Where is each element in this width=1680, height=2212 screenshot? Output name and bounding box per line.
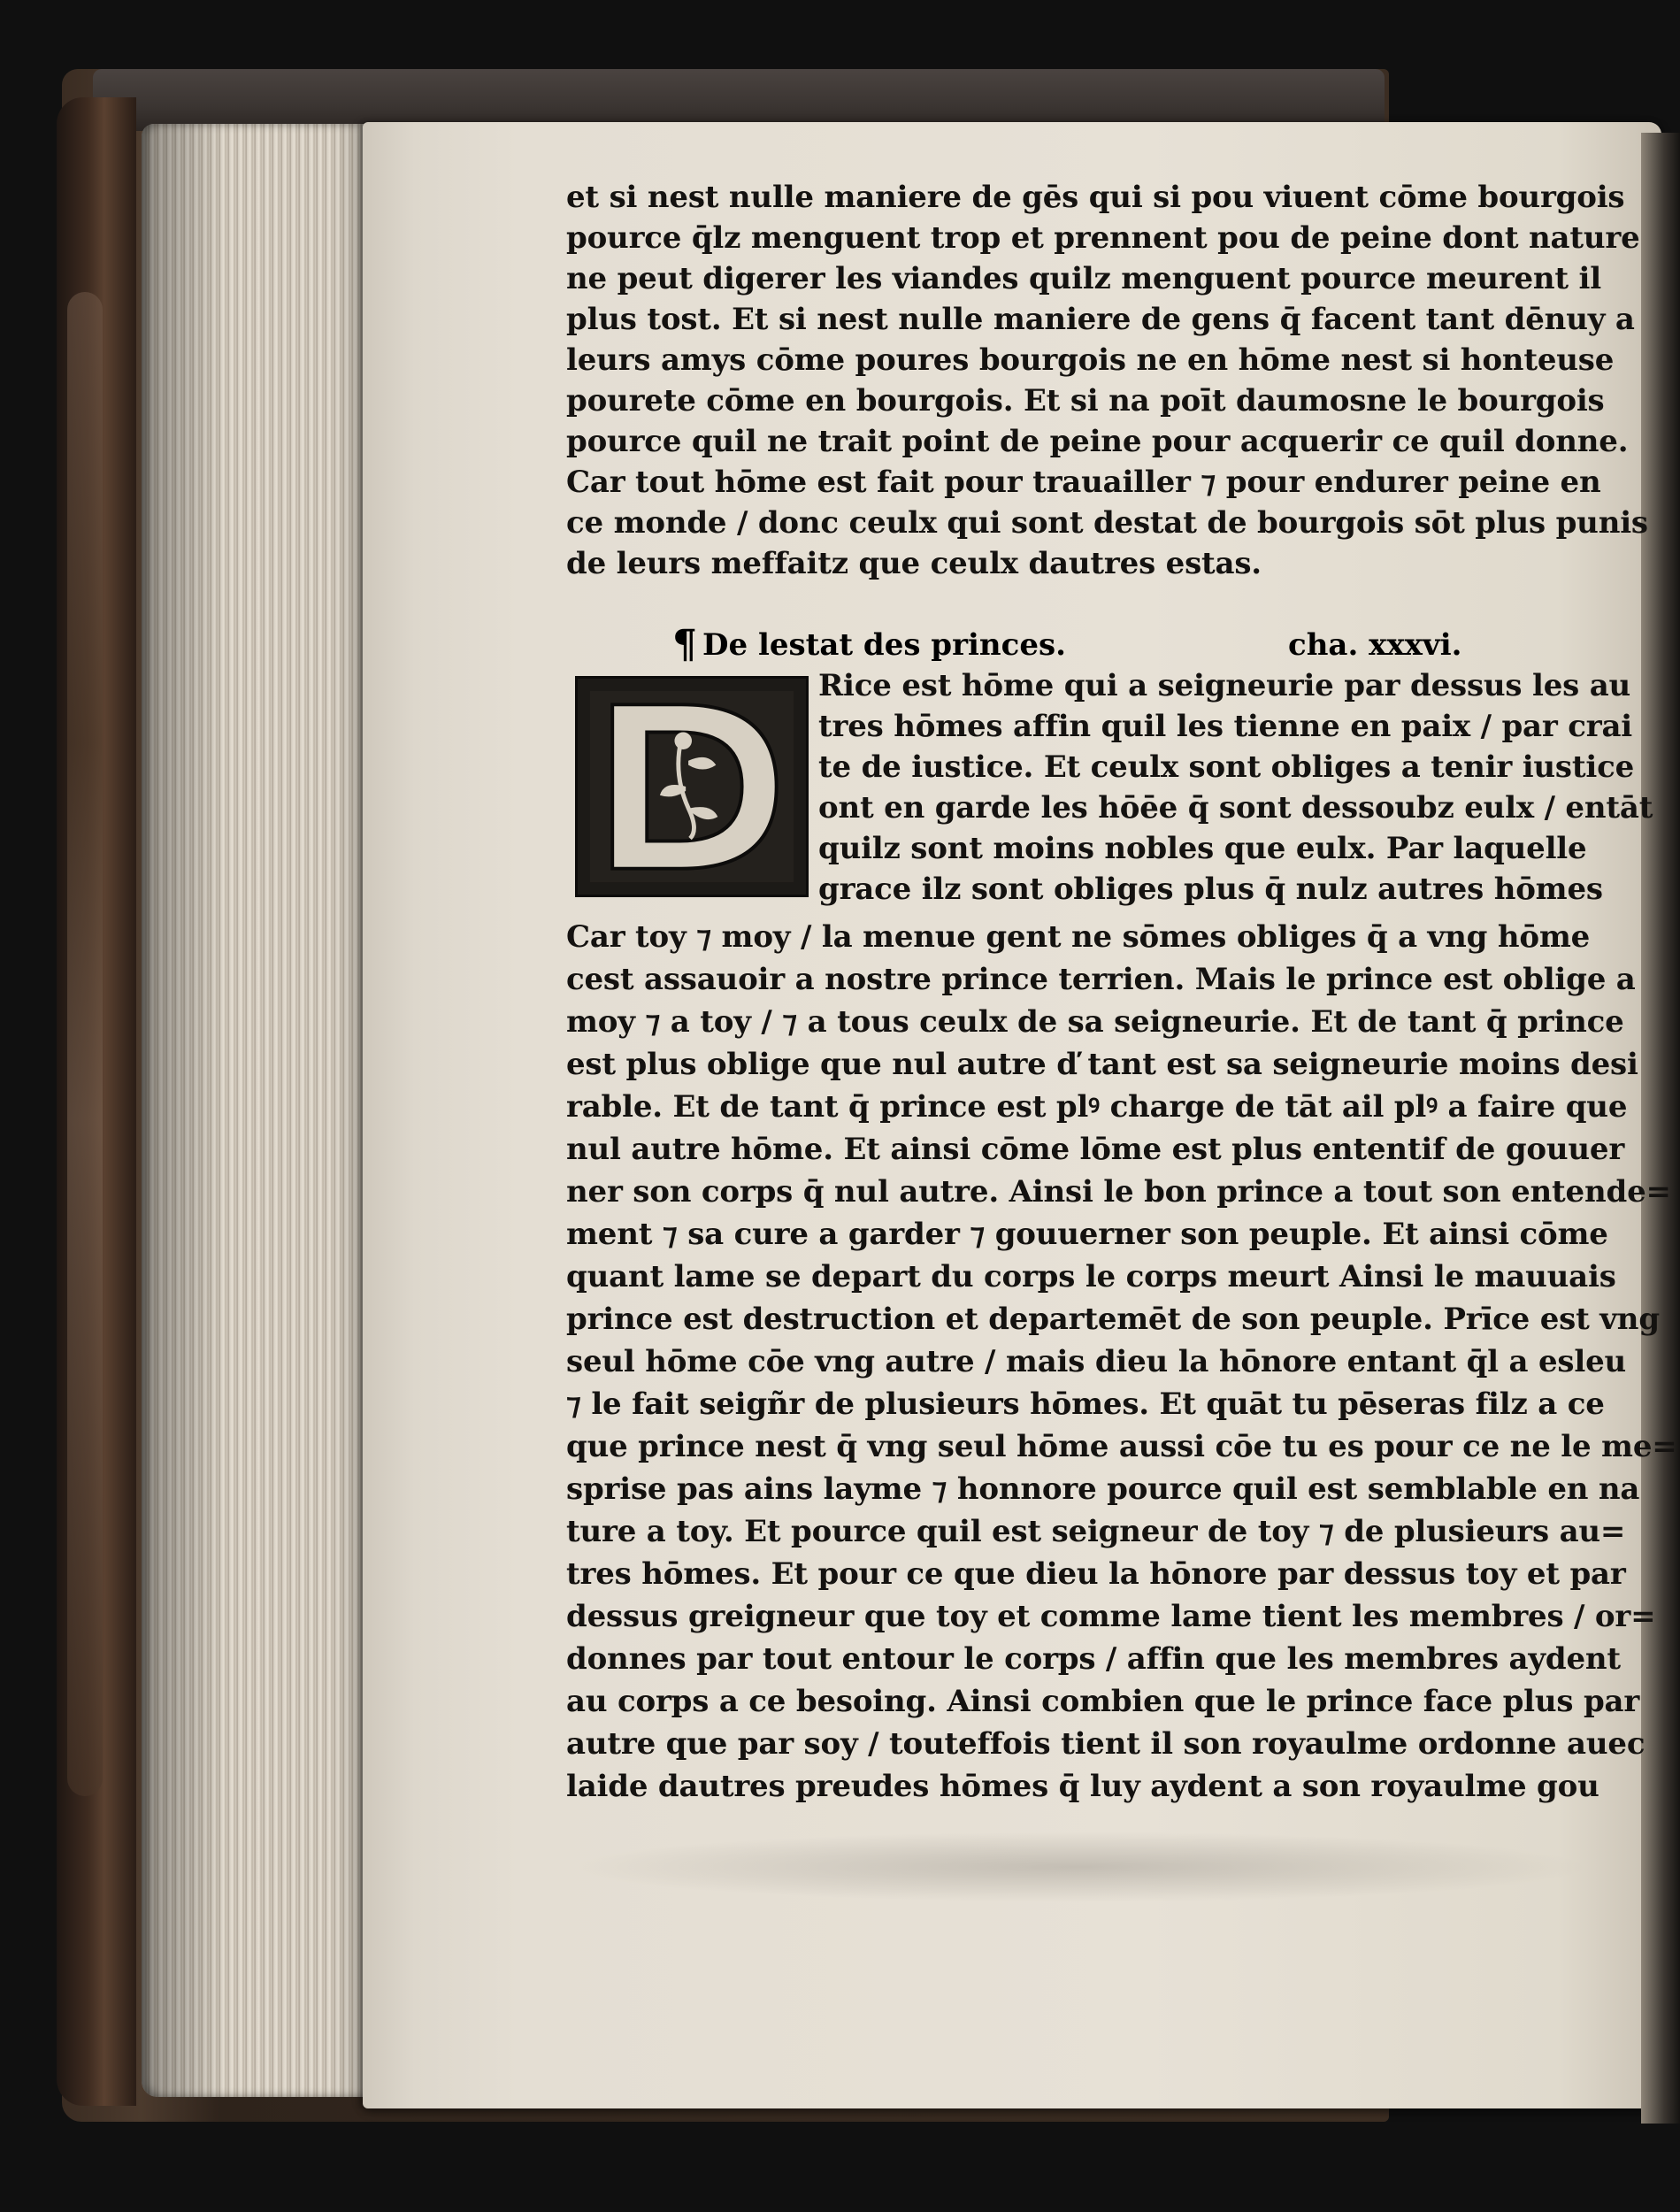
text-line: quilz sont moins nobles que eulx. Par laquelle (818, 831, 1587, 866)
text-line: de leurs meffaitz que ceulx dautres estas. (566, 546, 1262, 581)
text-line: Car toy ⁊ moy / la menue gent ne sōmes obliges q̄ a vng hōme (566, 919, 1591, 955)
page-edges-shadow (142, 124, 380, 2097)
text-line: leurs amys cōme poures bourgois ne en hōme nest si honteuse (566, 342, 1615, 378)
decorated-initial (575, 676, 809, 897)
text-line: tres hōmes affin quil les tienne en paix / par crai (818, 709, 1633, 744)
text-line: ne peut digerer les viandes quilz menguent pource meurent il (566, 261, 1601, 296)
text-line: ont en garde les hōēe q̄ sont dessoubz eulx / entāt (818, 790, 1653, 826)
text-line: laide dautres preudes hōmes q̄ luy aydent a son royaulme gou (566, 1769, 1599, 1804)
text-line: te de iustice. Et ceulx sont obliges a tenir iustice (818, 749, 1635, 785)
text-line: pourete cōme en bourgois. Et si na poīt daumosne le bourgois (566, 383, 1605, 419)
initial-letter-graphic (578, 679, 806, 895)
text-line: est plus oblige que nul autre ď tant est sa seigneurie moins desi (566, 1047, 1638, 1082)
text-line: rable. Et de tant q̄ prince est plꝰ charge de tāt ail plꝰ a faire que (566, 1089, 1628, 1125)
initial-letter (578, 679, 579, 680)
text-line: moy ⁊ a toy / ⁊ a tous ceulx de sa seigneurie. Et de tant q̄ prince (566, 1004, 1624, 1040)
chapter-title-text: De lestat des princes. (702, 627, 1066, 663)
text-line: pource quil ne trait point de peine pour acquerir ce quil donne. (566, 424, 1629, 459)
page-gutter (1641, 133, 1680, 2124)
text-line: nul autre hōme. Et ainsi cōme lōme est plus ententif de gouuer (566, 1132, 1625, 1167)
text-line: pource q̄lz menguent trop et prennent pou de peine dont nature (566, 220, 1640, 256)
text-line: cest assauoir a nostre prince terrien. Mais le prince est oblige a (566, 962, 1636, 997)
chapter-number: cha. xxxvi. (1288, 627, 1462, 663)
text-line: ce monde / donc ceulx qui sont destat de bourgois sōt plus punis (566, 505, 1648, 541)
text-line: au corps a ce besoing. Ainsi combien que le prince face plus par (566, 1684, 1640, 1719)
text-line: que prince nest q̄ vng seul hōme aussi cōe tu es pour ce ne le me= (566, 1429, 1677, 1464)
text-line: Car tout hōme est fait pour trauailler ⁊ pour endurer peine en (566, 465, 1601, 500)
text-line: et si nest nulle maniere de gēs qui si pou viuent cōme bourgois (566, 180, 1625, 215)
text-line: prince est destruction et departemēt de son peuple. Prīce est vng (566, 1302, 1660, 1337)
text-line: grace ilz sont obliges plus q̄ nulz autres hōmes (818, 872, 1603, 907)
text-line: autre que par soy / touteffois tient il son royaulme ordonne auec (566, 1726, 1645, 1762)
text-line: dessus greigneur que toy et comme lame tient les membres / or= (566, 1599, 1656, 1634)
text-line: Rice est hōme qui a seigneurie par dessus les au (818, 668, 1631, 703)
text-line: seul hōme cōe vng autre / mais dieu la hōnore entant q̄l a esleu (566, 1344, 1627, 1379)
text-line: ment ⁊ sa cure a garder ⁊ gouuerner son peuple. Et ainsi cōme (566, 1217, 1608, 1252)
text-line: donnes par tout entour le corps / affin que les membres aydent (566, 1641, 1621, 1677)
text-line: ture a toy. Et pource quil est seigneur de toy ⁊ de plusieurs au= (566, 1514, 1626, 1549)
page-stain (566, 1832, 1592, 1902)
spine-wear (67, 292, 103, 1796)
text-line: plus tost. Et si nest nulle maniere de gens q̄ facent tant dēnuy a (566, 302, 1635, 337)
text-line: ner son corps q̄ nul autre. Ainsi le bon prince a tout son entende= (566, 1174, 1671, 1210)
chapter-title (672, 622, 1066, 667)
text-line: sprise pas ains layme ⁊ honnore pource quil est semblable en na (566, 1471, 1640, 1507)
text-line: ⁊ le fait seigñr de plusieurs hōmes. Et quāt tu pēseras filz a ce (566, 1386, 1605, 1422)
text-line: tres hōmes. Et pour ce que dieu la hōnore par dessus toy et par (566, 1556, 1626, 1592)
text-line: quant lame se depart du corps le corps meurt Ainsi le mauuais (566, 1259, 1616, 1294)
pilcrow-mark: ¶ (672, 622, 697, 667)
